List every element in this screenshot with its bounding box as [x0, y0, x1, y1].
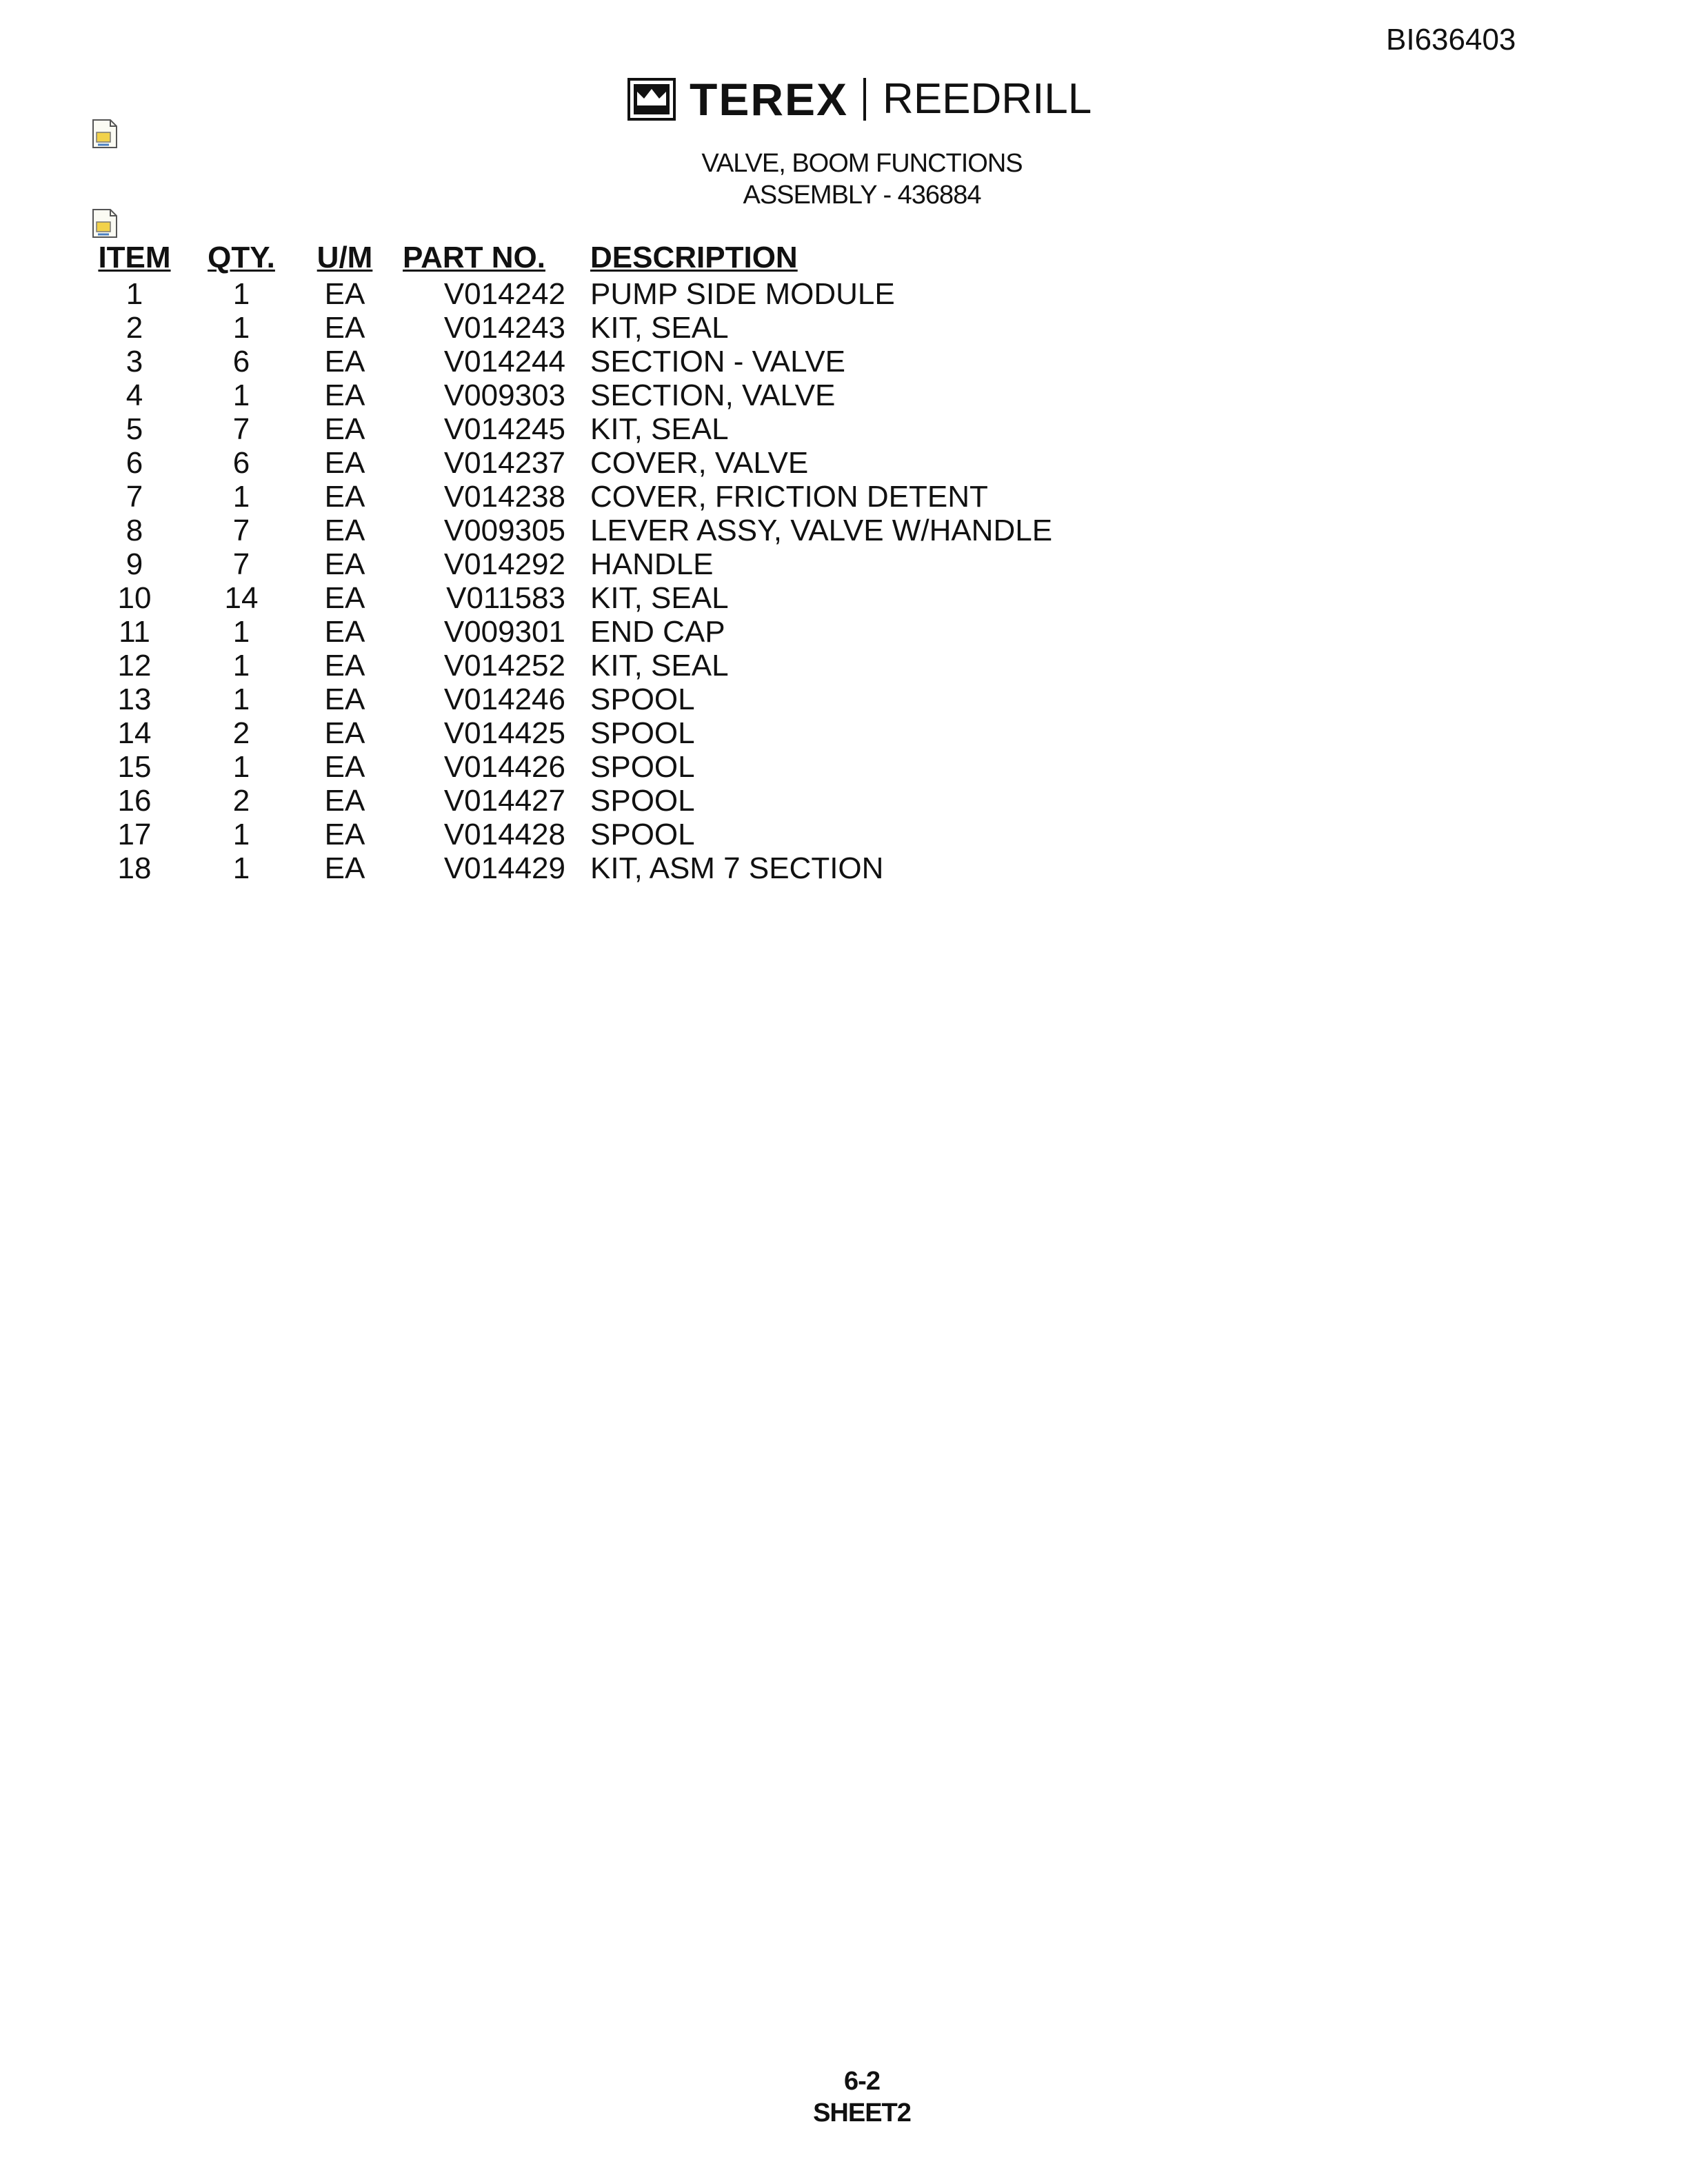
cell-part-no: V014243	[443, 311, 565, 345]
cell-um: EA	[324, 446, 365, 480]
cell-um: EA	[324, 581, 365, 615]
terex-logo-icon	[627, 78, 676, 121]
cell-um: EA	[324, 378, 365, 412]
cell-part-no: V014238	[443, 480, 565, 514]
cell-item: 3	[125, 345, 143, 378]
cell-part-no: V009305	[443, 514, 565, 547]
table-row	[0, 378, 1172, 412]
cell-qty: 6	[232, 345, 250, 378]
cell-item: 5	[125, 412, 143, 446]
table-row	[0, 818, 1172, 851]
cell-qty: 1	[232, 378, 250, 412]
cell-description: SPOOL	[590, 750, 695, 784]
column-header-item: ITEM	[98, 241, 171, 274]
cell-part-no: V014244	[443, 345, 565, 378]
table-row	[0, 784, 1172, 818]
logo-brand-text: TEREX	[690, 74, 849, 125]
title-line-2: ASSEMBLY - 436884	[743, 181, 981, 210]
cell-item: 14	[117, 716, 152, 750]
cell-part-no: V014252	[443, 649, 565, 682]
cell-part-no: V014429	[443, 851, 565, 885]
cell-part-no: V014426	[443, 750, 565, 784]
cell-item: 12	[117, 649, 152, 682]
cell-item: 16	[117, 784, 152, 818]
cell-qty: 14	[224, 581, 259, 615]
cell-part-no: V009301	[443, 615, 565, 649]
table-row	[0, 277, 1172, 311]
cell-um: EA	[324, 682, 365, 716]
cell-item: 10	[117, 581, 152, 615]
table-row	[0, 682, 1172, 716]
cell-qty: 1	[232, 277, 250, 311]
cell-um: EA	[324, 277, 365, 311]
cell-description: KIT, SEAL	[590, 311, 729, 345]
cell-description: SECTION - VALVE	[590, 345, 846, 378]
cell-part-no: V014242	[443, 277, 565, 311]
cell-part-no: V014428	[443, 818, 565, 851]
note-icon[interactable]	[91, 119, 119, 149]
title-line-1: VALVE, BOOM FUNCTIONS	[701, 149, 1023, 178]
cell-qty: 1	[232, 311, 250, 345]
cell-um: EA	[324, 345, 365, 378]
cell-description: KIT, SEAL	[590, 649, 729, 682]
cell-um: EA	[324, 480, 365, 514]
table-row	[0, 851, 1172, 885]
cell-qty: 1	[232, 851, 250, 885]
cell-part-no: V014292	[443, 547, 565, 581]
cell-part-no: V014425	[443, 716, 565, 750]
cell-part-no: V011583	[446, 581, 565, 615]
cell-item: 11	[119, 615, 150, 649]
cell-item: 7	[125, 480, 143, 514]
table-row	[0, 716, 1172, 750]
cell-part-no: V014427	[443, 784, 565, 818]
cell-item: 18	[117, 851, 152, 885]
column-header-um: U/M	[316, 241, 373, 274]
cell-part-no: V009303	[443, 378, 565, 412]
logo-product-text: REEDRILL	[883, 75, 1092, 123]
cell-qty: 2	[232, 784, 250, 818]
table-row	[0, 750, 1172, 784]
cell-qty: 7	[232, 514, 250, 547]
cell-qty: 1	[232, 649, 250, 682]
cell-um: EA	[324, 851, 365, 885]
cell-um: EA	[324, 615, 365, 649]
cell-qty: 6	[232, 446, 250, 480]
cell-qty: 2	[232, 716, 250, 750]
table-row	[0, 480, 1172, 514]
table-row	[0, 311, 1172, 345]
cell-part-no: V014246	[443, 682, 565, 716]
table-row	[0, 514, 1172, 547]
cell-um: EA	[324, 784, 365, 818]
cell-item: 2	[125, 311, 143, 345]
cell-um: EA	[324, 311, 365, 345]
cell-um: EA	[324, 716, 365, 750]
cell-um: EA	[324, 750, 365, 784]
table-row	[0, 581, 1172, 615]
table-row	[0, 446, 1172, 480]
column-header-part-no: PART NO.	[403, 241, 545, 274]
cell-qty: 1	[232, 750, 250, 784]
table-row	[0, 615, 1172, 649]
sheet-label: SHEET2	[813, 2099, 911, 2127]
note-icon[interactable]	[91, 208, 119, 239]
cell-description: SPOOL	[590, 716, 695, 750]
table-row	[0, 412, 1172, 446]
cell-um: EA	[324, 818, 365, 851]
page-footer	[717, 2065, 1007, 2129]
cell-qty: 1	[232, 818, 250, 851]
cell-description: COVER, VALVE	[590, 446, 809, 480]
table-row	[0, 649, 1172, 682]
cell-description: SPOOL	[590, 784, 695, 818]
document-id: BI636403	[1386, 23, 1516, 57]
cell-qty: 1	[232, 480, 250, 514]
cell-um: EA	[324, 547, 365, 581]
cell-um: EA	[324, 412, 365, 446]
cell-um: EA	[324, 514, 365, 547]
cell-item: 9	[125, 547, 143, 581]
cell-part-no: V014237	[443, 446, 565, 480]
assembly-title	[607, 148, 1117, 211]
cell-description: PUMP SIDE MODULE	[590, 277, 895, 311]
cell-description: COVER, FRICTION DETENT	[590, 480, 988, 514]
cell-description: SECTION, VALVE	[590, 378, 836, 412]
cell-qty: 1	[232, 615, 250, 649]
cell-qty: 1	[232, 682, 250, 716]
table-row	[0, 547, 1172, 581]
cell-qty: 7	[232, 412, 250, 446]
cell-item: 17	[117, 818, 152, 851]
cell-description: END CAP	[590, 615, 725, 649]
cell-item: 6	[125, 446, 143, 480]
cell-item: 1	[125, 277, 143, 311]
parts-table	[0, 239, 1172, 885]
cell-description: KIT, SEAL	[590, 412, 729, 446]
column-header-description: DESCRIPTION	[590, 241, 798, 274]
logo-divider	[863, 78, 866, 121]
cell-description: KIT, ASM 7 SECTION	[590, 851, 884, 885]
terex-reedrill-logo	[627, 76, 1092, 123]
cell-qty: 7	[232, 547, 250, 581]
cell-item: 4	[125, 378, 143, 412]
cell-description: HANDLE	[590, 547, 714, 581]
cell-description: SPOOL	[590, 818, 695, 851]
cell-part-no: V014245	[443, 412, 565, 446]
cell-item: 8	[125, 514, 143, 547]
page-number: 6-2	[844, 2067, 880, 2096]
column-header-qty: QTY.	[208, 241, 275, 274]
table-body	[0, 277, 1172, 885]
cell-um: EA	[324, 649, 365, 682]
table-row	[0, 345, 1172, 378]
cell-description: LEVER ASSY, VALVE W/HANDLE	[590, 514, 1053, 547]
cell-description: SPOOL	[590, 682, 695, 716]
cell-item: 13	[117, 682, 152, 716]
cell-item: 15	[117, 750, 152, 784]
table-header	[0, 239, 1172, 277]
cell-description: KIT, SEAL	[590, 581, 729, 615]
